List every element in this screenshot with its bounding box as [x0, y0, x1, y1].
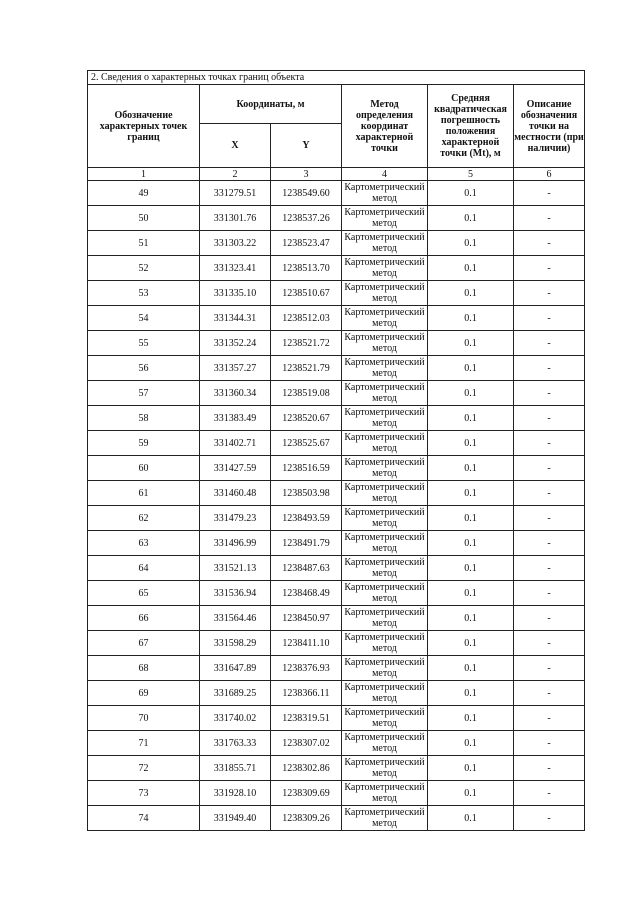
description-cell: -: [514, 281, 585, 306]
table-row: [88, 806, 585, 831]
method-cell: Картометрический метод: [342, 681, 428, 706]
x-coordinate-cell: 331357.27: [200, 356, 271, 381]
point-number-cell: 62: [88, 506, 200, 531]
x-coordinate-cell: 331402.71: [200, 431, 271, 456]
point-number-cell: 58: [88, 406, 200, 431]
point-number-cell: 70: [88, 706, 200, 731]
method-cell: Картометрический метод: [342, 256, 428, 281]
accuracy-cell: 0.1: [428, 381, 514, 406]
method-cell: Картометрический метод: [342, 781, 428, 806]
description-cell: -: [514, 356, 585, 381]
column-number: 3: [271, 168, 342, 181]
description-cell: -: [514, 256, 585, 281]
description-cell: -: [514, 681, 585, 706]
accuracy-cell: 0.1: [428, 231, 514, 256]
accuracy-cell: 0.1: [428, 206, 514, 231]
x-coordinate-cell: 331647.89: [200, 656, 271, 681]
point-number-cell: 50: [88, 206, 200, 231]
description-cell: -: [514, 206, 585, 231]
x-coordinate-cell: 331521.13: [200, 556, 271, 581]
description-cell: -: [514, 806, 585, 831]
table-row: [88, 781, 585, 806]
y-coordinate-cell: 1238516.59: [271, 456, 342, 481]
table-body: [88, 181, 585, 831]
accuracy-cell: 0.1: [428, 406, 514, 431]
table-row: [88, 456, 585, 481]
header-designation: Обозначение характерных точек границ: [88, 85, 200, 168]
x-coordinate-cell: 331352.24: [200, 331, 271, 356]
table-row: [88, 331, 585, 356]
table-row: [88, 631, 585, 656]
column-number-row: [88, 168, 585, 181]
description-cell: -: [514, 381, 585, 406]
point-number-cell: 55: [88, 331, 200, 356]
table-row: [88, 706, 585, 731]
method-cell: Картометрический метод: [342, 706, 428, 731]
accuracy-cell: 0.1: [428, 431, 514, 456]
point-number-cell: 68: [88, 656, 200, 681]
x-coordinate-cell: 331564.46: [200, 606, 271, 631]
method-cell: Картометрический метод: [342, 531, 428, 556]
accuracy-cell: 0.1: [428, 456, 514, 481]
y-coordinate-cell: 1238319.51: [271, 706, 342, 731]
method-cell: Картометрический метод: [342, 431, 428, 456]
method-cell: Картометрический метод: [342, 381, 428, 406]
method-cell: Картометрический метод: [342, 231, 428, 256]
y-coordinate-cell: 1238510.67: [271, 281, 342, 306]
point-number-cell: 61: [88, 481, 200, 506]
y-coordinate-cell: 1238525.67: [271, 431, 342, 456]
table-row: [88, 681, 585, 706]
method-cell: Картометрический метод: [342, 456, 428, 481]
description-cell: -: [514, 481, 585, 506]
method-cell: Картометрический метод: [342, 306, 428, 331]
description-cell: -: [514, 431, 585, 456]
x-coordinate-cell: 331303.22: [200, 231, 271, 256]
x-coordinate-cell: 331383.49: [200, 406, 271, 431]
method-cell: Картометрический метод: [342, 656, 428, 681]
description-cell: -: [514, 656, 585, 681]
point-number-cell: 69: [88, 681, 200, 706]
table-row: [88, 656, 585, 681]
x-coordinate-cell: 331689.25: [200, 681, 271, 706]
table-row: [88, 531, 585, 556]
y-coordinate-cell: 1238307.02: [271, 731, 342, 756]
method-cell: Картометрический метод: [342, 481, 428, 506]
point-number-cell: 59: [88, 431, 200, 456]
description-cell: -: [514, 606, 585, 631]
point-number-cell: 56: [88, 356, 200, 381]
table-row: [88, 406, 585, 431]
table-row: [88, 581, 585, 606]
description-cell: -: [514, 231, 585, 256]
accuracy-cell: 0.1: [428, 481, 514, 506]
y-coordinate-cell: 1238513.70: [271, 256, 342, 281]
x-coordinate-cell: 331949.40: [200, 806, 271, 831]
table-row: [88, 306, 585, 331]
accuracy-cell: 0.1: [428, 606, 514, 631]
point-number-cell: 49: [88, 181, 200, 206]
column-number: 2: [200, 168, 271, 181]
method-cell: Картометрический метод: [342, 581, 428, 606]
header-x: X: [200, 124, 271, 168]
method-cell: Картометрический метод: [342, 331, 428, 356]
point-number-cell: 73: [88, 781, 200, 806]
description-cell: -: [514, 306, 585, 331]
x-coordinate-cell: 331360.34: [200, 381, 271, 406]
table-row: [88, 206, 585, 231]
method-cell: Картометрический метод: [342, 181, 428, 206]
accuracy-cell: 0.1: [428, 531, 514, 556]
point-number-cell: 72: [88, 756, 200, 781]
table-row: [88, 231, 585, 256]
description-cell: -: [514, 756, 585, 781]
x-coordinate-cell: 331496.99: [200, 531, 271, 556]
y-coordinate-cell: 1238491.79: [271, 531, 342, 556]
table-row: [88, 556, 585, 581]
method-cell: Картометрический метод: [342, 631, 428, 656]
y-coordinate-cell: 1238468.49: [271, 581, 342, 606]
table-row: [88, 606, 585, 631]
y-coordinate-cell: 1238523.47: [271, 231, 342, 256]
x-coordinate-cell: 331460.48: [200, 481, 271, 506]
description-cell: -: [514, 781, 585, 806]
method-cell: Картометрический метод: [342, 556, 428, 581]
accuracy-cell: 0.1: [428, 306, 514, 331]
header-accuracy: Средняя квадратическая погрешность положения характерной точки (Mt), м: [428, 85, 514, 168]
y-coordinate-cell: 1238309.26: [271, 806, 342, 831]
accuracy-cell: 0.1: [428, 706, 514, 731]
point-number-cell: 63: [88, 531, 200, 556]
accuracy-cell: 0.1: [428, 656, 514, 681]
accuracy-cell: 0.1: [428, 756, 514, 781]
description-cell: -: [514, 556, 585, 581]
header-y: Y: [271, 124, 342, 168]
y-coordinate-cell: 1238376.93: [271, 656, 342, 681]
header-coordinates: Координаты, м: [200, 85, 342, 124]
accuracy-cell: 0.1: [428, 781, 514, 806]
y-coordinate-cell: 1238537.26: [271, 206, 342, 231]
x-coordinate-cell: 331740.02: [200, 706, 271, 731]
method-cell: Картометрический метод: [342, 606, 428, 631]
x-coordinate-cell: 331928.10: [200, 781, 271, 806]
y-coordinate-cell: 1238519.08: [271, 381, 342, 406]
x-coordinate-cell: 331323.41: [200, 256, 271, 281]
point-number-cell: 51: [88, 231, 200, 256]
y-coordinate-cell: 1238411.10: [271, 631, 342, 656]
table-row: [88, 356, 585, 381]
method-cell: Картометрический метод: [342, 731, 428, 756]
x-coordinate-cell: 331344.31: [200, 306, 271, 331]
point-number-cell: 71: [88, 731, 200, 756]
point-number-cell: 66: [88, 606, 200, 631]
y-coordinate-cell: 1238302.86: [271, 756, 342, 781]
point-number-cell: 74: [88, 806, 200, 831]
description-cell: -: [514, 706, 585, 731]
point-number-cell: 52: [88, 256, 200, 281]
table-row: [88, 381, 585, 406]
table-row: [88, 481, 585, 506]
point-number-cell: 57: [88, 381, 200, 406]
x-coordinate-cell: 331763.33: [200, 731, 271, 756]
x-coordinate-cell: 331301.76: [200, 206, 271, 231]
accuracy-cell: 0.1: [428, 806, 514, 831]
method-cell: Картометрический метод: [342, 756, 428, 781]
description-cell: -: [514, 456, 585, 481]
x-coordinate-cell: 331536.94: [200, 581, 271, 606]
point-number-cell: 53: [88, 281, 200, 306]
method-cell: Картометрический метод: [342, 406, 428, 431]
table-row: [88, 731, 585, 756]
method-cell: Картометрический метод: [342, 281, 428, 306]
accuracy-cell: 0.1: [428, 631, 514, 656]
x-coordinate-cell: 331279.51: [200, 181, 271, 206]
column-number: 4: [342, 168, 428, 181]
point-number-cell: 54: [88, 306, 200, 331]
point-number-cell: 60: [88, 456, 200, 481]
point-number-cell: 64: [88, 556, 200, 581]
section-title: 2. Сведения о характерных точках границ объекта: [88, 71, 585, 85]
x-coordinate-cell: 331427.59: [200, 456, 271, 481]
description-cell: -: [514, 331, 585, 356]
description-cell: -: [514, 181, 585, 206]
method-cell: Картометрический метод: [342, 206, 428, 231]
y-coordinate-cell: 1238309.69: [271, 781, 342, 806]
header-description: Описание обозначения точки на местности (при наличии): [514, 85, 585, 168]
description-cell: -: [514, 631, 585, 656]
point-number-cell: 65: [88, 581, 200, 606]
accuracy-cell: 0.1: [428, 506, 514, 531]
y-coordinate-cell: 1238450.97: [271, 606, 342, 631]
accuracy-cell: 0.1: [428, 731, 514, 756]
description-cell: -: [514, 406, 585, 431]
table-row: [88, 431, 585, 456]
accuracy-cell: 0.1: [428, 356, 514, 381]
table-row: [88, 506, 585, 531]
boundary-points-table: [87, 70, 585, 831]
accuracy-cell: 0.1: [428, 181, 514, 206]
column-number: 6: [514, 168, 585, 181]
y-coordinate-cell: 1238487.63: [271, 556, 342, 581]
accuracy-cell: 0.1: [428, 331, 514, 356]
column-number: 1: [88, 168, 200, 181]
description-cell: -: [514, 731, 585, 756]
method-cell: Картометрический метод: [342, 356, 428, 381]
x-coordinate-cell: 331335.10: [200, 281, 271, 306]
accuracy-cell: 0.1: [428, 256, 514, 281]
y-coordinate-cell: 1238521.79: [271, 356, 342, 381]
description-cell: -: [514, 506, 585, 531]
accuracy-cell: 0.1: [428, 281, 514, 306]
header-method: Метод определения координат характерной точки: [342, 85, 428, 168]
method-cell: Картометрический метод: [342, 506, 428, 531]
table-row: [88, 281, 585, 306]
accuracy-cell: 0.1: [428, 681, 514, 706]
y-coordinate-cell: 1238549.60: [271, 181, 342, 206]
description-cell: -: [514, 531, 585, 556]
description-cell: -: [514, 581, 585, 606]
table-row: [88, 181, 585, 206]
accuracy-cell: 0.1: [428, 581, 514, 606]
table-row: [88, 756, 585, 781]
y-coordinate-cell: 1238520.67: [271, 406, 342, 431]
accuracy-cell: 0.1: [428, 556, 514, 581]
method-cell: Картометрический метод: [342, 806, 428, 831]
y-coordinate-cell: 1238521.72: [271, 331, 342, 356]
x-coordinate-cell: 331479.23: [200, 506, 271, 531]
column-number: 5: [428, 168, 514, 181]
table-row: [88, 256, 585, 281]
y-coordinate-cell: 1238512.03: [271, 306, 342, 331]
x-coordinate-cell: 331598.29: [200, 631, 271, 656]
x-coordinate-cell: 331855.71: [200, 756, 271, 781]
y-coordinate-cell: 1238493.59: [271, 506, 342, 531]
point-number-cell: 67: [88, 631, 200, 656]
y-coordinate-cell: 1238503.98: [271, 481, 342, 506]
y-coordinate-cell: 1238366.11: [271, 681, 342, 706]
